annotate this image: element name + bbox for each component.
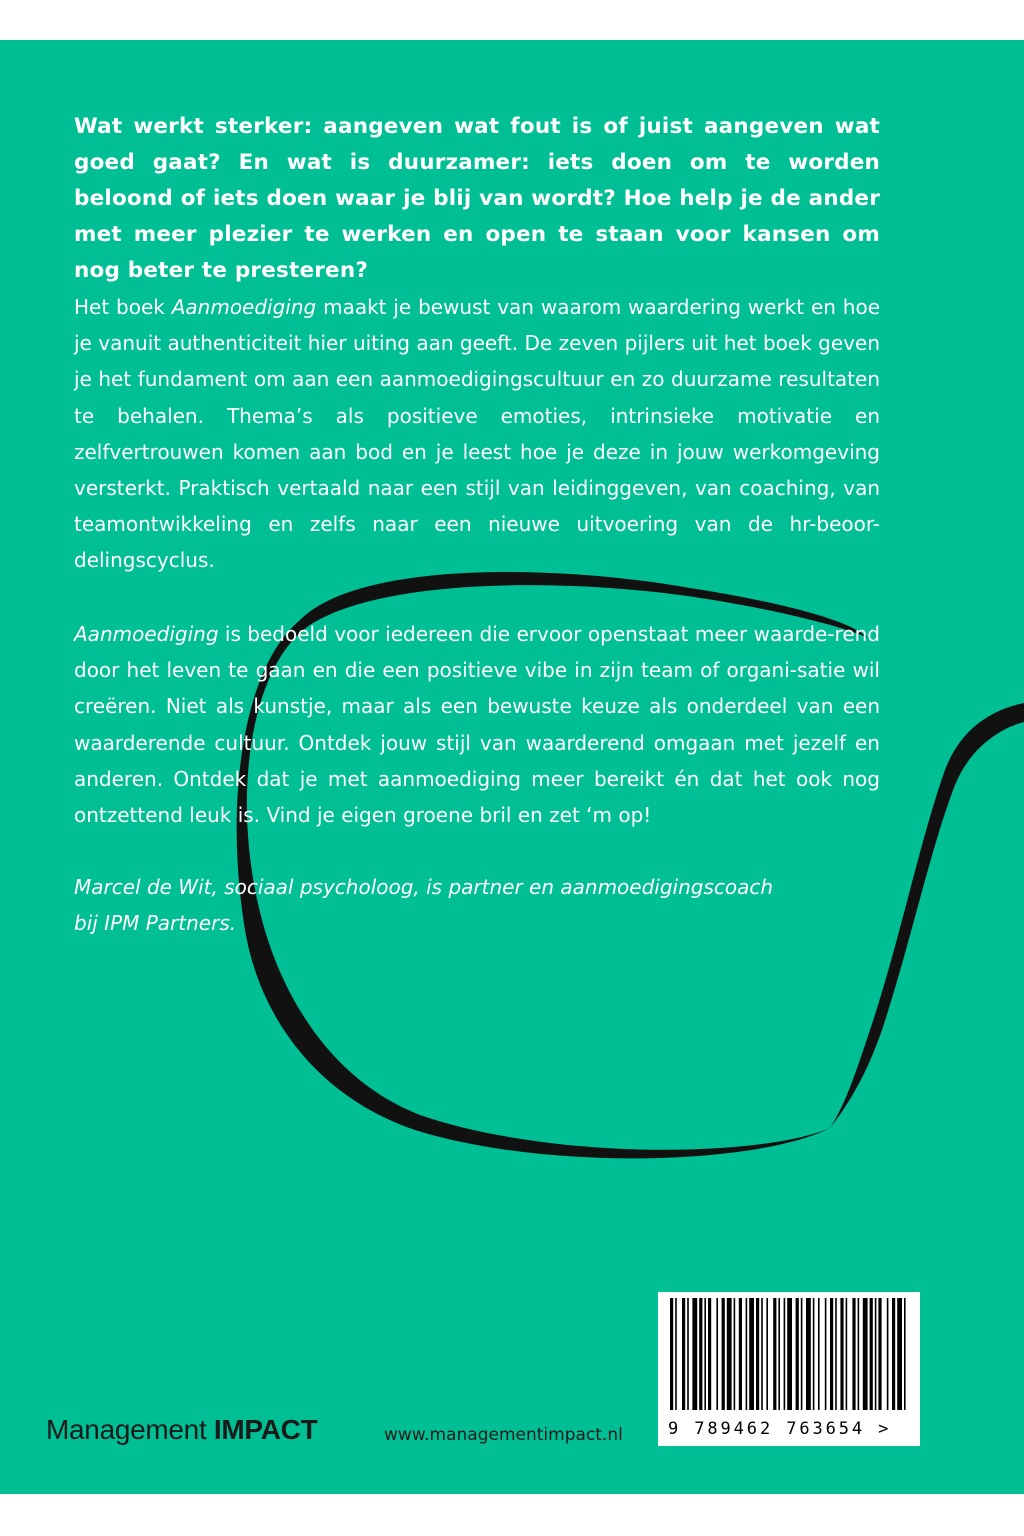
barcode-bar [840, 1298, 843, 1410]
book-title-inline: Aanmoediging [171, 295, 317, 319]
barcode-bar [687, 1298, 689, 1410]
publisher-name-bold: IMPACT [213, 1414, 318, 1445]
intro-text: Wat werkt sterker: aangeven wat fout is of juist aangeven wat goed gaat? En wat is duurzamer: iets doen om te worden beloond of iets doen waar je blij van wordt? Hoe help je de ander met meer plezier te werken en open te staan voor kansen om nog beter te presteren? [74, 114, 880, 283]
paragraph-1-prefix: Het boek [74, 295, 172, 319]
barcode-bar [670, 1298, 673, 1410]
barcode-bar [761, 1298, 763, 1410]
barcode-bar [870, 1298, 873, 1410]
barcode-bar [682, 1298, 685, 1410]
barcode-bar [875, 1298, 877, 1410]
author-bio [74, 869, 880, 941]
barcode-bar [784, 1298, 786, 1410]
barcode-bar [863, 1298, 868, 1410]
barcode-bar [878, 1298, 881, 1410]
barcode-bar [756, 1298, 759, 1410]
barcode-bar [852, 1298, 855, 1410]
barcode-bar [818, 1298, 820, 1410]
isbn-number: 9 789462 763654 > [668, 1419, 892, 1439]
barcode-bar [716, 1298, 718, 1410]
barcode-bar [887, 1298, 889, 1410]
barcode-bar [813, 1298, 815, 1410]
barcode-icon [668, 1298, 910, 1416]
barcode-bar [806, 1298, 811, 1410]
barcode-bar [773, 1298, 776, 1410]
barcode-bar [675, 1298, 677, 1410]
barcode-bar [897, 1298, 902, 1410]
barcode-bar [835, 1298, 837, 1410]
paragraph-1-rest: maakt je bewust van waarom waardering werkt en hoe je vanuit authenticiteit hier uiting aan geeft. De zeven pijlers uit het boek geven je het fundament om aan een aanmoedigingscultuur en zo duurzame resultaten te behalen. Thema’s als positieve emoties, intrinsieke motivatie en zelfvertrouwen komen aan bod en je leest hoe je deze in jouw werkomgeving versterkt. Praktisch vertaald naar een stijl van leidinggeven, van coaching, van teamontwikkeling en zelfs naar een nieuwe uitvoering van de hr-beoor-delingscyclus. [74, 295, 881, 573]
barcode-bar [892, 1298, 895, 1410]
paragraph-1-text [74, 289, 880, 579]
publisher-website: www.managementimpact.nl [384, 1425, 623, 1445]
paragraph-2-text [74, 616, 880, 833]
description-paragraph-2 [74, 616, 880, 833]
barcode-bar [778, 1298, 780, 1410]
paragraph-2-rest: is bedoeld voor iedereen die ervoor openstaat meer waarde-rend door het leven te gaan en die een positieve vibe in zijn team of organi-satie wil creëren. Niet als kunstje, maar als een bewuste keuze als onderdeel van een waarderende cultuur. Ontdek jouw stijl van waarderend omgaan met jezelf en anderen. Ontdek dat je met aanmoediging meer bereikt én dat het ook nog ontzettend leuk is. Vind je eigen groene bril en zet ‘m op! [74, 622, 880, 828]
book-back-cover [0, 40, 1024, 1494]
barcode-bar [734, 1298, 736, 1410]
barcode-bar [787, 1298, 792, 1410]
book-title-inline: Aanmoediging [74, 622, 219, 646]
barcode-bar [749, 1298, 754, 1410]
barcode-bar [699, 1298, 702, 1410]
barcode-bar [858, 1298, 860, 1410]
barcode-bar [904, 1298, 906, 1410]
barcode-bar [766, 1298, 768, 1410]
intro-paragraph [74, 109, 880, 289]
barcode-bar [727, 1298, 732, 1410]
barcode-bar [801, 1298, 803, 1410]
barcode-bar [704, 1298, 706, 1410]
barcode-bar [846, 1298, 848, 1410]
publisher-logo [46, 1414, 317, 1446]
author-line-1: Marcel de Wit, sociaal psycholoog, is partner en aanmoedigingscoach [74, 875, 774, 899]
author-line-2: bij IPM Partners. [74, 911, 237, 936]
publisher-name-light: Management [46, 1414, 207, 1445]
barcode-bar [708, 1298, 711, 1410]
barcode-bar [796, 1298, 799, 1410]
barcode-box [658, 1292, 920, 1446]
description-paragraph-1 [74, 289, 880, 579]
barcode-bar [739, 1298, 742, 1410]
barcode-bar [746, 1298, 748, 1410]
barcode-bar [722, 1298, 725, 1410]
barcode-bar [692, 1298, 697, 1410]
barcode-bar [825, 1298, 827, 1410]
barcode-bar [830, 1298, 833, 1410]
